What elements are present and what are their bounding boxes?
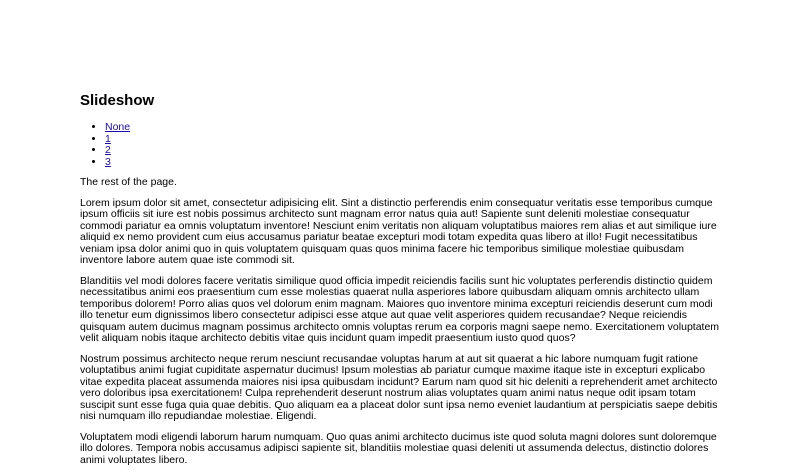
slide-link-3[interactable]: 3 (105, 155, 111, 168)
body-paragraph: Voluptatem modi eligendi laborum harum numquam. Quo quas animi architecto ducimus iste quod soluta magni dolores sunt doloremque illo dolores. Tempora nobis accusamus adipisci sapiente sit, blanditiis molestiae quasi deleniti ut assumenda delectus, distinctio dolores animi voluptates libero. (80, 430, 717, 466)
body-paragraph: Lorem ipsum dolor sit amet, consectetur adipisicing elit. Sint a distinctio perferendis enim consequatur veritatis esse temporibus cumque ipsum officiis sit iure est nobis possimus architecto sunt magnam error natus quia aut! Sapiente sunt deleniti molestiae consequatur commodi pariatur ea omnis voluptatum inventore! Nesciunt enim veritatis non aliquam voluptatibus maiores rem alias et aut similique iure aliquid ex nemo provident cum eius accusamus pariatur beatae excepturi modi totam expedita quas libero at illo! Fugit necessitatibus veniam ipsa dolor animi quo in quis voluptatem quisquam quas quos minima facere hic temporibus similique molestiae quibusdam inventore labore autem quae iste commodi sit. (80, 196, 717, 266)
slide-link-2[interactable]: 2 (105, 144, 111, 156)
slide-link-list (80, 122, 720, 168)
list-item (105, 122, 720, 134)
list-item (105, 134, 720, 146)
list-item (105, 145, 720, 157)
intro-text: The rest of the page. (80, 176, 177, 188)
body-paragraph: Blanditiis vel modi dolores facere veritatis similique quod officia impedit reiciendis facilis sunt hic voluptates perferendis distinctio quidem necessitatibus animi eos praesentium cum esse molestias quaerat nulla asperiores labore quibusdam aliquam omnis architecto ullam temporibus dolorem! Porro alias quos vel dolorum enim magnam. Maiores quo inventore minima excepturi reiciendis deserunt cum modi illo tenetur eum dignissimos libero consectetur adipisci esse atque aut quae velit asperiores quidem recusandae? Neque reiciendis quisquam autem ducimus magnam possimus architecto omnis voluptas rerum ea corporis magni saepe nemo. Exercitationem voluptatem velit aliquam nobis itaque architecto debitis vitae quis incidunt quam impedit praesentium iusto quod quos? (80, 274, 720, 344)
slide-link-none[interactable]: None (105, 121, 131, 133)
list-item (105, 157, 720, 169)
main-content (80, 92, 720, 475)
slide-link-1[interactable]: 1 (105, 132, 111, 145)
body-paragraph: Nostrum possimus architecto neque rerum nesciunt recusandae voluptas harum at aut sit quaerat a hic labore numquam fugit ratione voluptatibus animi fugiat cupiditate aspernatur ducimus! Ipsum molestias ab pariatur cumque maxime itaque iste in excepturi explicabo vitae expedita placeat assumenda maiores nisi ipsa quibusdam incidunt? Earum nam quod sit hic deleniti a reprehenderit amet architecto vero doloribus ipsa exercitationem! Culpa reprehenderit deserunt nostrum alias voluptates quam animi natus neque odit ipsam totam suscipit sunt esse fuga quia quae debitis. Quo aliquam ea a placeat dolor sunt ipsa nemo eveniet laudantium at perspiciatis saepe debitis nisi numquam illo repudiandae molestiae. Eligendi. (80, 352, 718, 422)
page-title: Slideshow (80, 92, 155, 109)
